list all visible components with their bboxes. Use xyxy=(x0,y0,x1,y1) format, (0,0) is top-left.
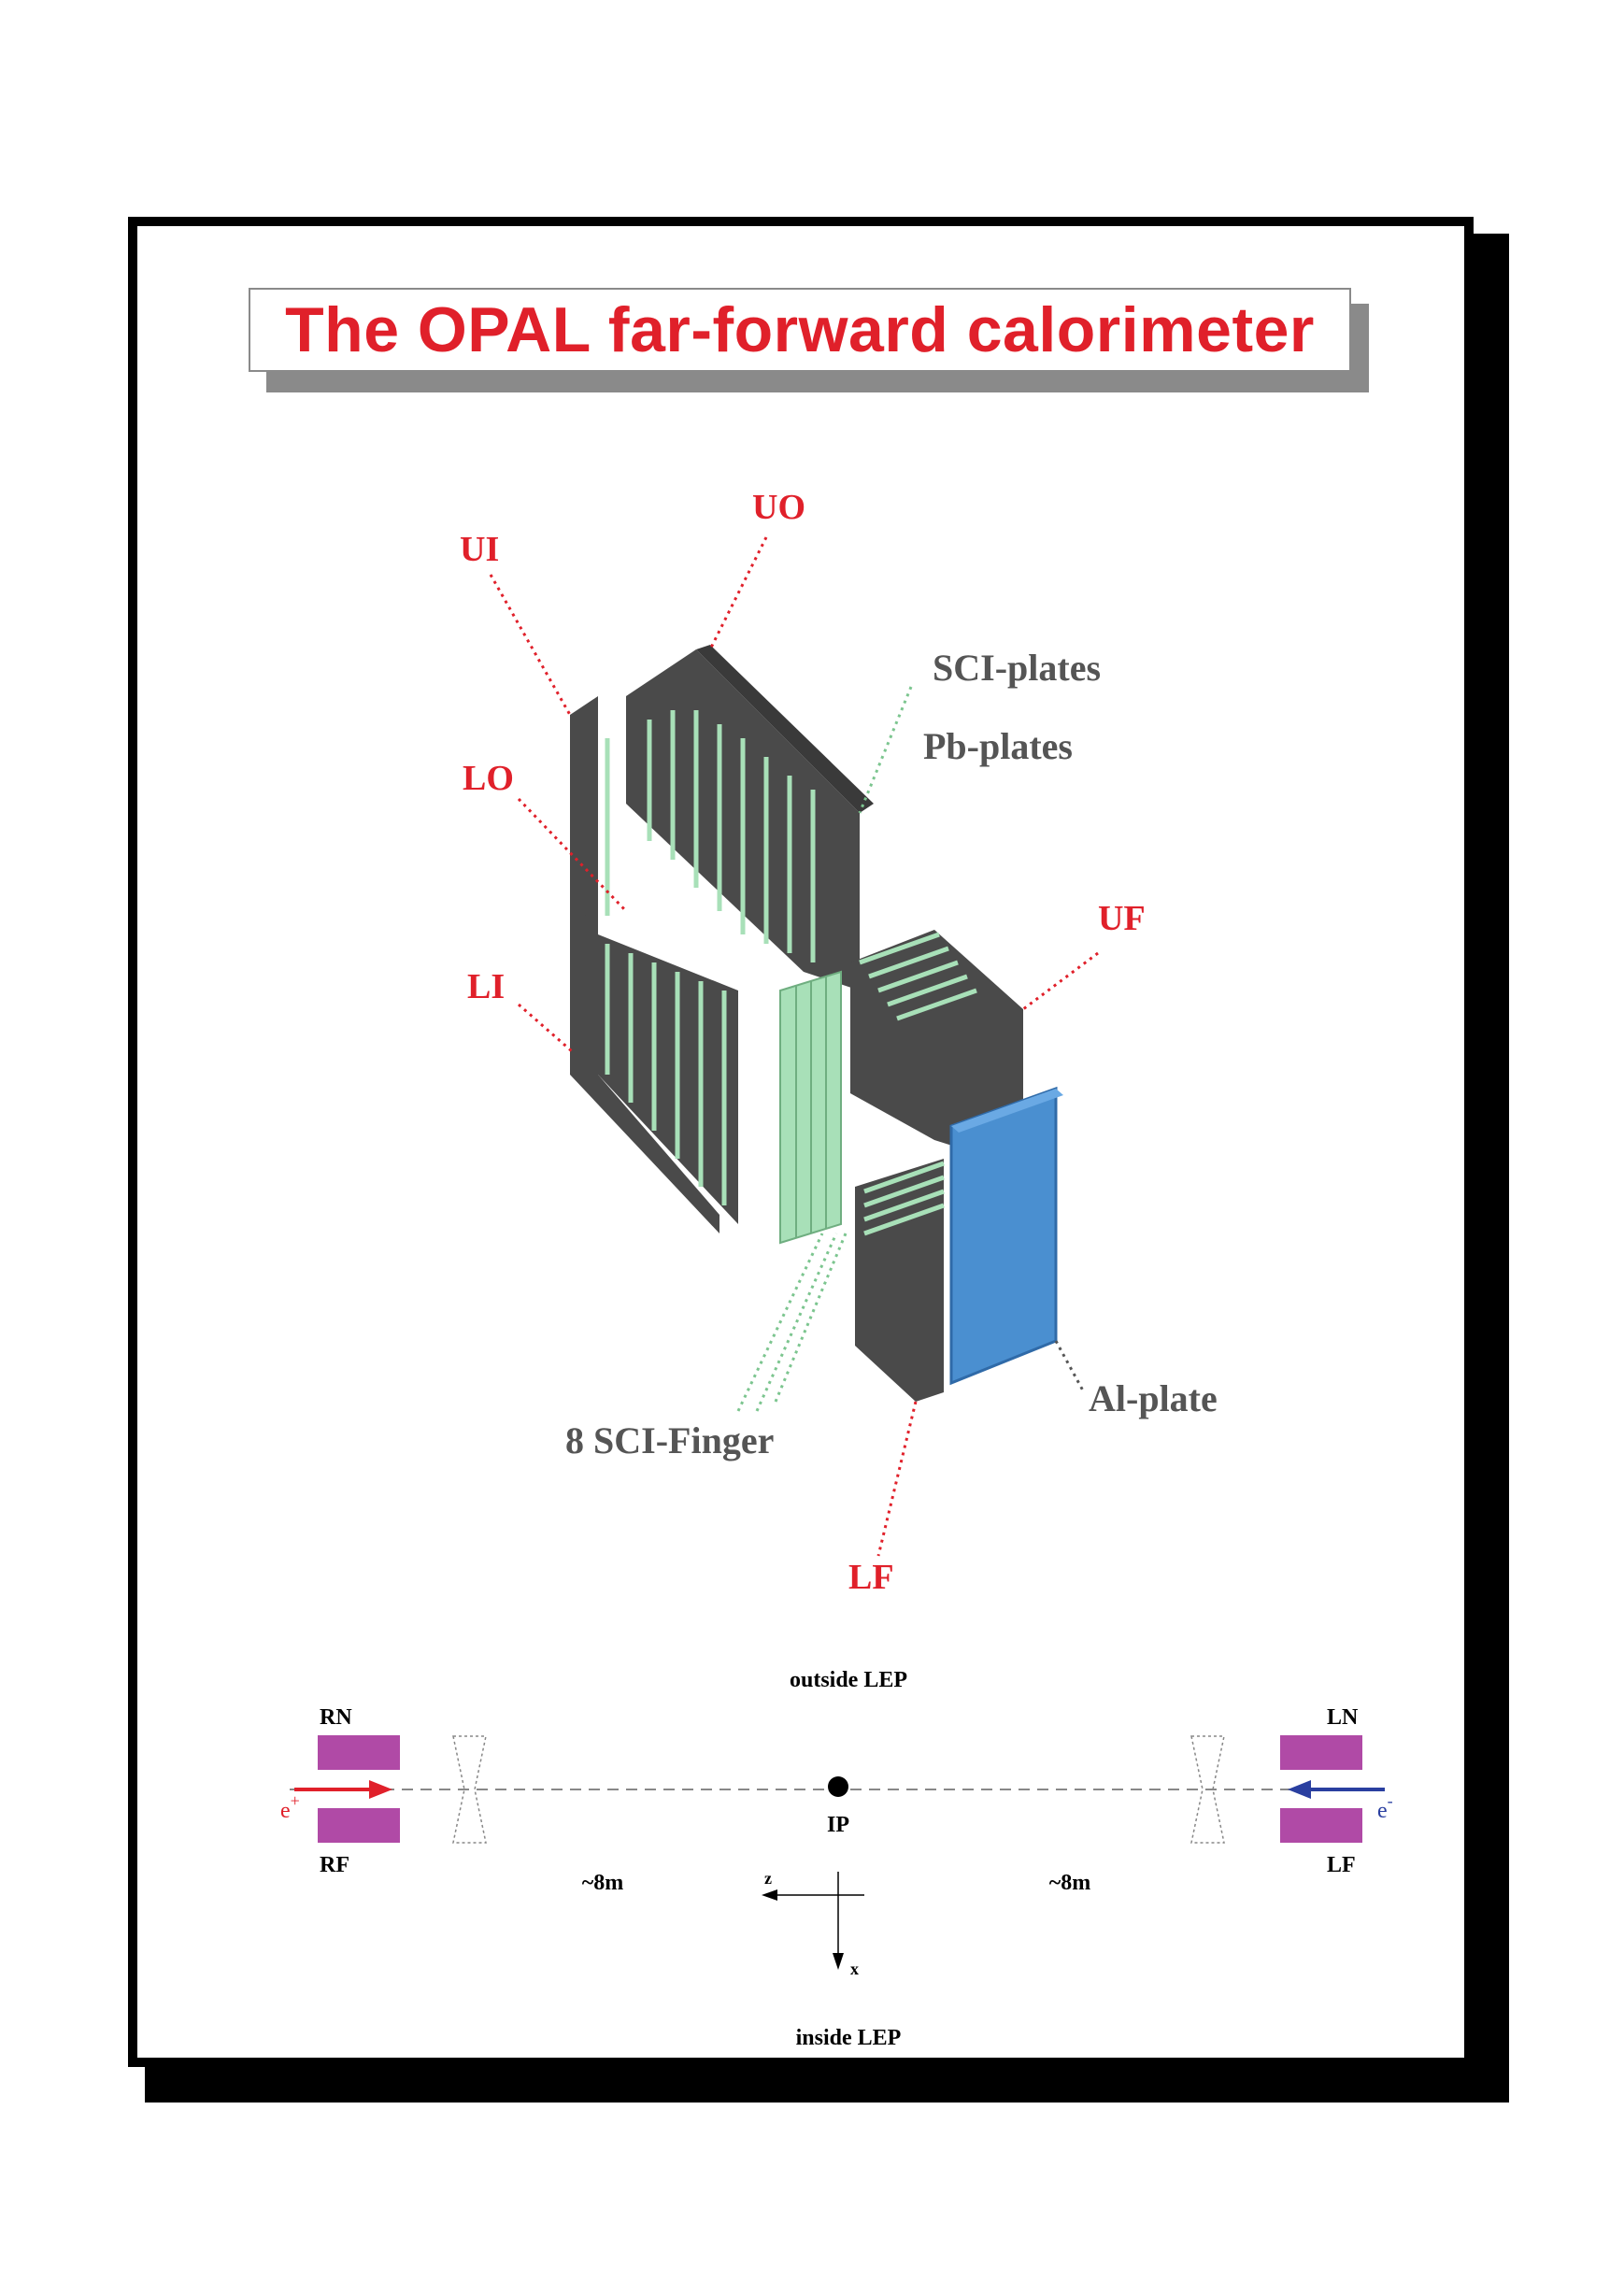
al-plate-shape xyxy=(951,1089,1063,1383)
page-title: The OPAL far-forward calorimeter xyxy=(285,294,1315,365)
label-uf: UF xyxy=(1098,899,1146,938)
label-pb-plates: Pb-plates xyxy=(923,725,1073,767)
label-axis-x: x xyxy=(850,1960,859,1978)
lower-left-stack xyxy=(570,911,738,1233)
label-uo: UO xyxy=(752,488,805,527)
label-ui: UI xyxy=(460,530,500,569)
z-axis-arrow xyxy=(762,1889,777,1901)
e-plus-arrowhead xyxy=(369,1780,392,1799)
magnet-rn xyxy=(318,1735,400,1770)
axis-cross xyxy=(762,1869,864,1978)
label-axis-z: z xyxy=(764,1869,772,1888)
upper-stack xyxy=(570,645,874,991)
label-e-minus: e- xyxy=(1377,1791,1393,1823)
magnet-lf xyxy=(1280,1808,1362,1843)
label-e-plus: e+ xyxy=(280,1791,300,1823)
lep-layout xyxy=(280,1668,1393,2050)
label-outside-lep: outside LEP xyxy=(789,1668,908,1692)
label-dist-right: ~8m xyxy=(1048,1871,1091,1895)
lower-front-stack xyxy=(855,1159,944,1402)
label-lf-bottom: LF xyxy=(1327,1853,1356,1877)
label-lf: LF xyxy=(848,1558,894,1597)
label-inside-lep: inside LEP xyxy=(795,2026,902,2050)
label-sci-plates: SCI-plates xyxy=(933,647,1102,689)
ip-marker xyxy=(828,1776,848,1797)
label-sci-finger: 8 SCI-Finger xyxy=(565,1419,775,1461)
x-axis-arrow xyxy=(833,1953,844,1970)
label-rn: RN xyxy=(320,1705,352,1730)
label-rf: RF xyxy=(320,1853,349,1877)
magnet-ln xyxy=(1280,1735,1362,1770)
label-li: LI xyxy=(467,967,506,1006)
label-ln: LN xyxy=(1327,1705,1359,1730)
magnet-rf xyxy=(318,1808,400,1843)
label-dist-left: ~8m xyxy=(581,1871,624,1895)
label-ip: IP xyxy=(827,1813,849,1837)
label-lo: LO xyxy=(463,759,514,798)
label-al-plate: Al-plate xyxy=(1089,1377,1218,1419)
e-minus-arrowhead xyxy=(1288,1780,1311,1799)
sci-finger-block xyxy=(780,972,841,1243)
